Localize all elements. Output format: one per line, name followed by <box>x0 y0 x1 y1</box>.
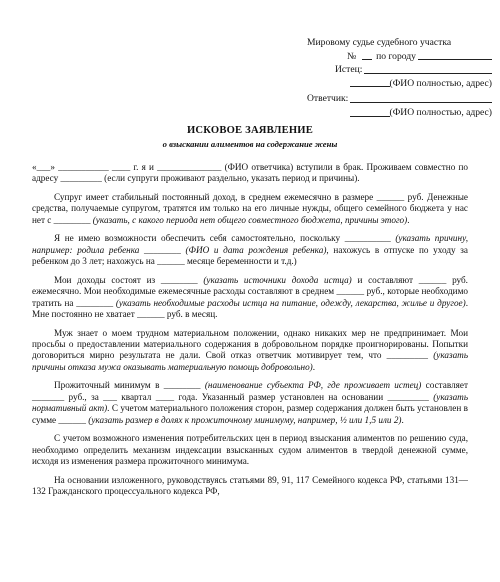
plaintiff-hint: (ФИО полностью, адрес) <box>389 77 492 89</box>
paragraph-subsistence-minimum: Прожиточный минимум в ________ (наименование субъекта РФ, где проживает истец) составляет _______ руб., за ___ квартал ____ года. Указанный размер установлен на основании _________ (указать нормативный акт). С учетом материального положения сторон, размер содержания должен быть установлен в сумме ______ (указать размер в долях к прожиточному минимуму, например, ½ или 1,5 или 2). <box>32 380 468 425</box>
region-fill <box>418 59 492 60</box>
defendant-label: Ответчик: <box>307 93 349 105</box>
paragraph-inability: Я не имею возможности обеспечить себя самостоятельно, поскольку __________ (указать причину, например: родила ребенка ________ (ФИО и дата рождения ребенка), нахожусь в отпуске по уходу за ребенком до 3 лет; нахожусь на ______ месяце беременности и т.д.) <box>32 233 469 267</box>
addressee-line <box>307 36 492 50</box>
document-body <box>32 162 468 505</box>
plaintiff-label: Истец: <box>335 64 363 76</box>
plaintiff-hint-line <box>307 77 492 91</box>
defendant-hint-line <box>307 106 492 120</box>
addressee: Мировому судье судебного участка <box>307 37 452 48</box>
document-title: ИСКОВОЕ ЗАЯВЛЕНИЕ <box>186 125 314 136</box>
defendant-hint-fill <box>350 116 390 117</box>
paragraph-spouse-income: Супруг имеет стабильный постоянный доход, в среднем ежемесячно в размере ______ руб. Денежные средства, получаемые супругом, тратятся им только на его личные нужды, общего семейного бюджета у нас нет с ________ (указать, с какого периода нет общего совместного бюджета, причины этого). <box>32 192 468 225</box>
paragraph-income-expenses: Мои доходы состоят из ________ (указать источники дохода истца) и составляют ______ руб. ежемесячно. Мои необходимые ежемесячные расходы составляют в среднем ______ руб., которые необходимо тратить на ________ (указать необходимые расходы истца на питание, одежду, лекарства, жилье и другое). Мне постоянно не хватает ______ руб. в месяц. <box>32 274 468 320</box>
plaintiff-fill <box>364 73 492 74</box>
paragraph-marriage: «___» ___________ ____ г. я и ______________ (ФИО ответчика) вступили в брак. Проживаем совместно по адресу _________ (если супруги проживают раздельно, указать период и причины). <box>32 162 468 184</box>
court-number-fill <box>362 59 372 60</box>
defendant-fill <box>350 102 492 103</box>
paragraph-legal-basis: На основании изложенного, руководствуясь статьями 89, 91, 117 Семейного кодекса РФ, статьями 131—132 Гражданского процессуального кодекса РФ, <box>32 474 468 497</box>
paragraph-refusal: Муж знает о моем трудном материальном положении, однако никаких мер не предпринимает. Мои просьбы о предоставлении материального содержания в добровольном порядке проигнорированы. Попытки договориться мирно результата не дали. Свой отказ ответчик мотивирует тем, что _________ (указать причины отказа мужа оказывать материальную помощь добровольно). <box>32 327 468 372</box>
plaintiff-hint-fill <box>350 86 390 87</box>
document-header <box>307 36 492 120</box>
defendant-line <box>307 92 492 106</box>
paragraph-indexation: С учетом возможного изменения потребительских цен в период взыскания алиментов по решению суда, необходимо определить механизм индексации взысканных судом алиментов в твердой денежной сумме, исходя из изменения размера прожиточного минимума. <box>32 433 468 467</box>
document-subtitle: о взыскании алиментов на содержание жены <box>162 139 338 149</box>
court-number-line <box>307 50 492 64</box>
court-region: по городу <box>376 50 416 62</box>
defendant-hint: (ФИО полностью, адрес) <box>389 106 492 118</box>
court-number-prefix: № <box>347 50 357 62</box>
plaintiff-line <box>307 63 492 77</box>
